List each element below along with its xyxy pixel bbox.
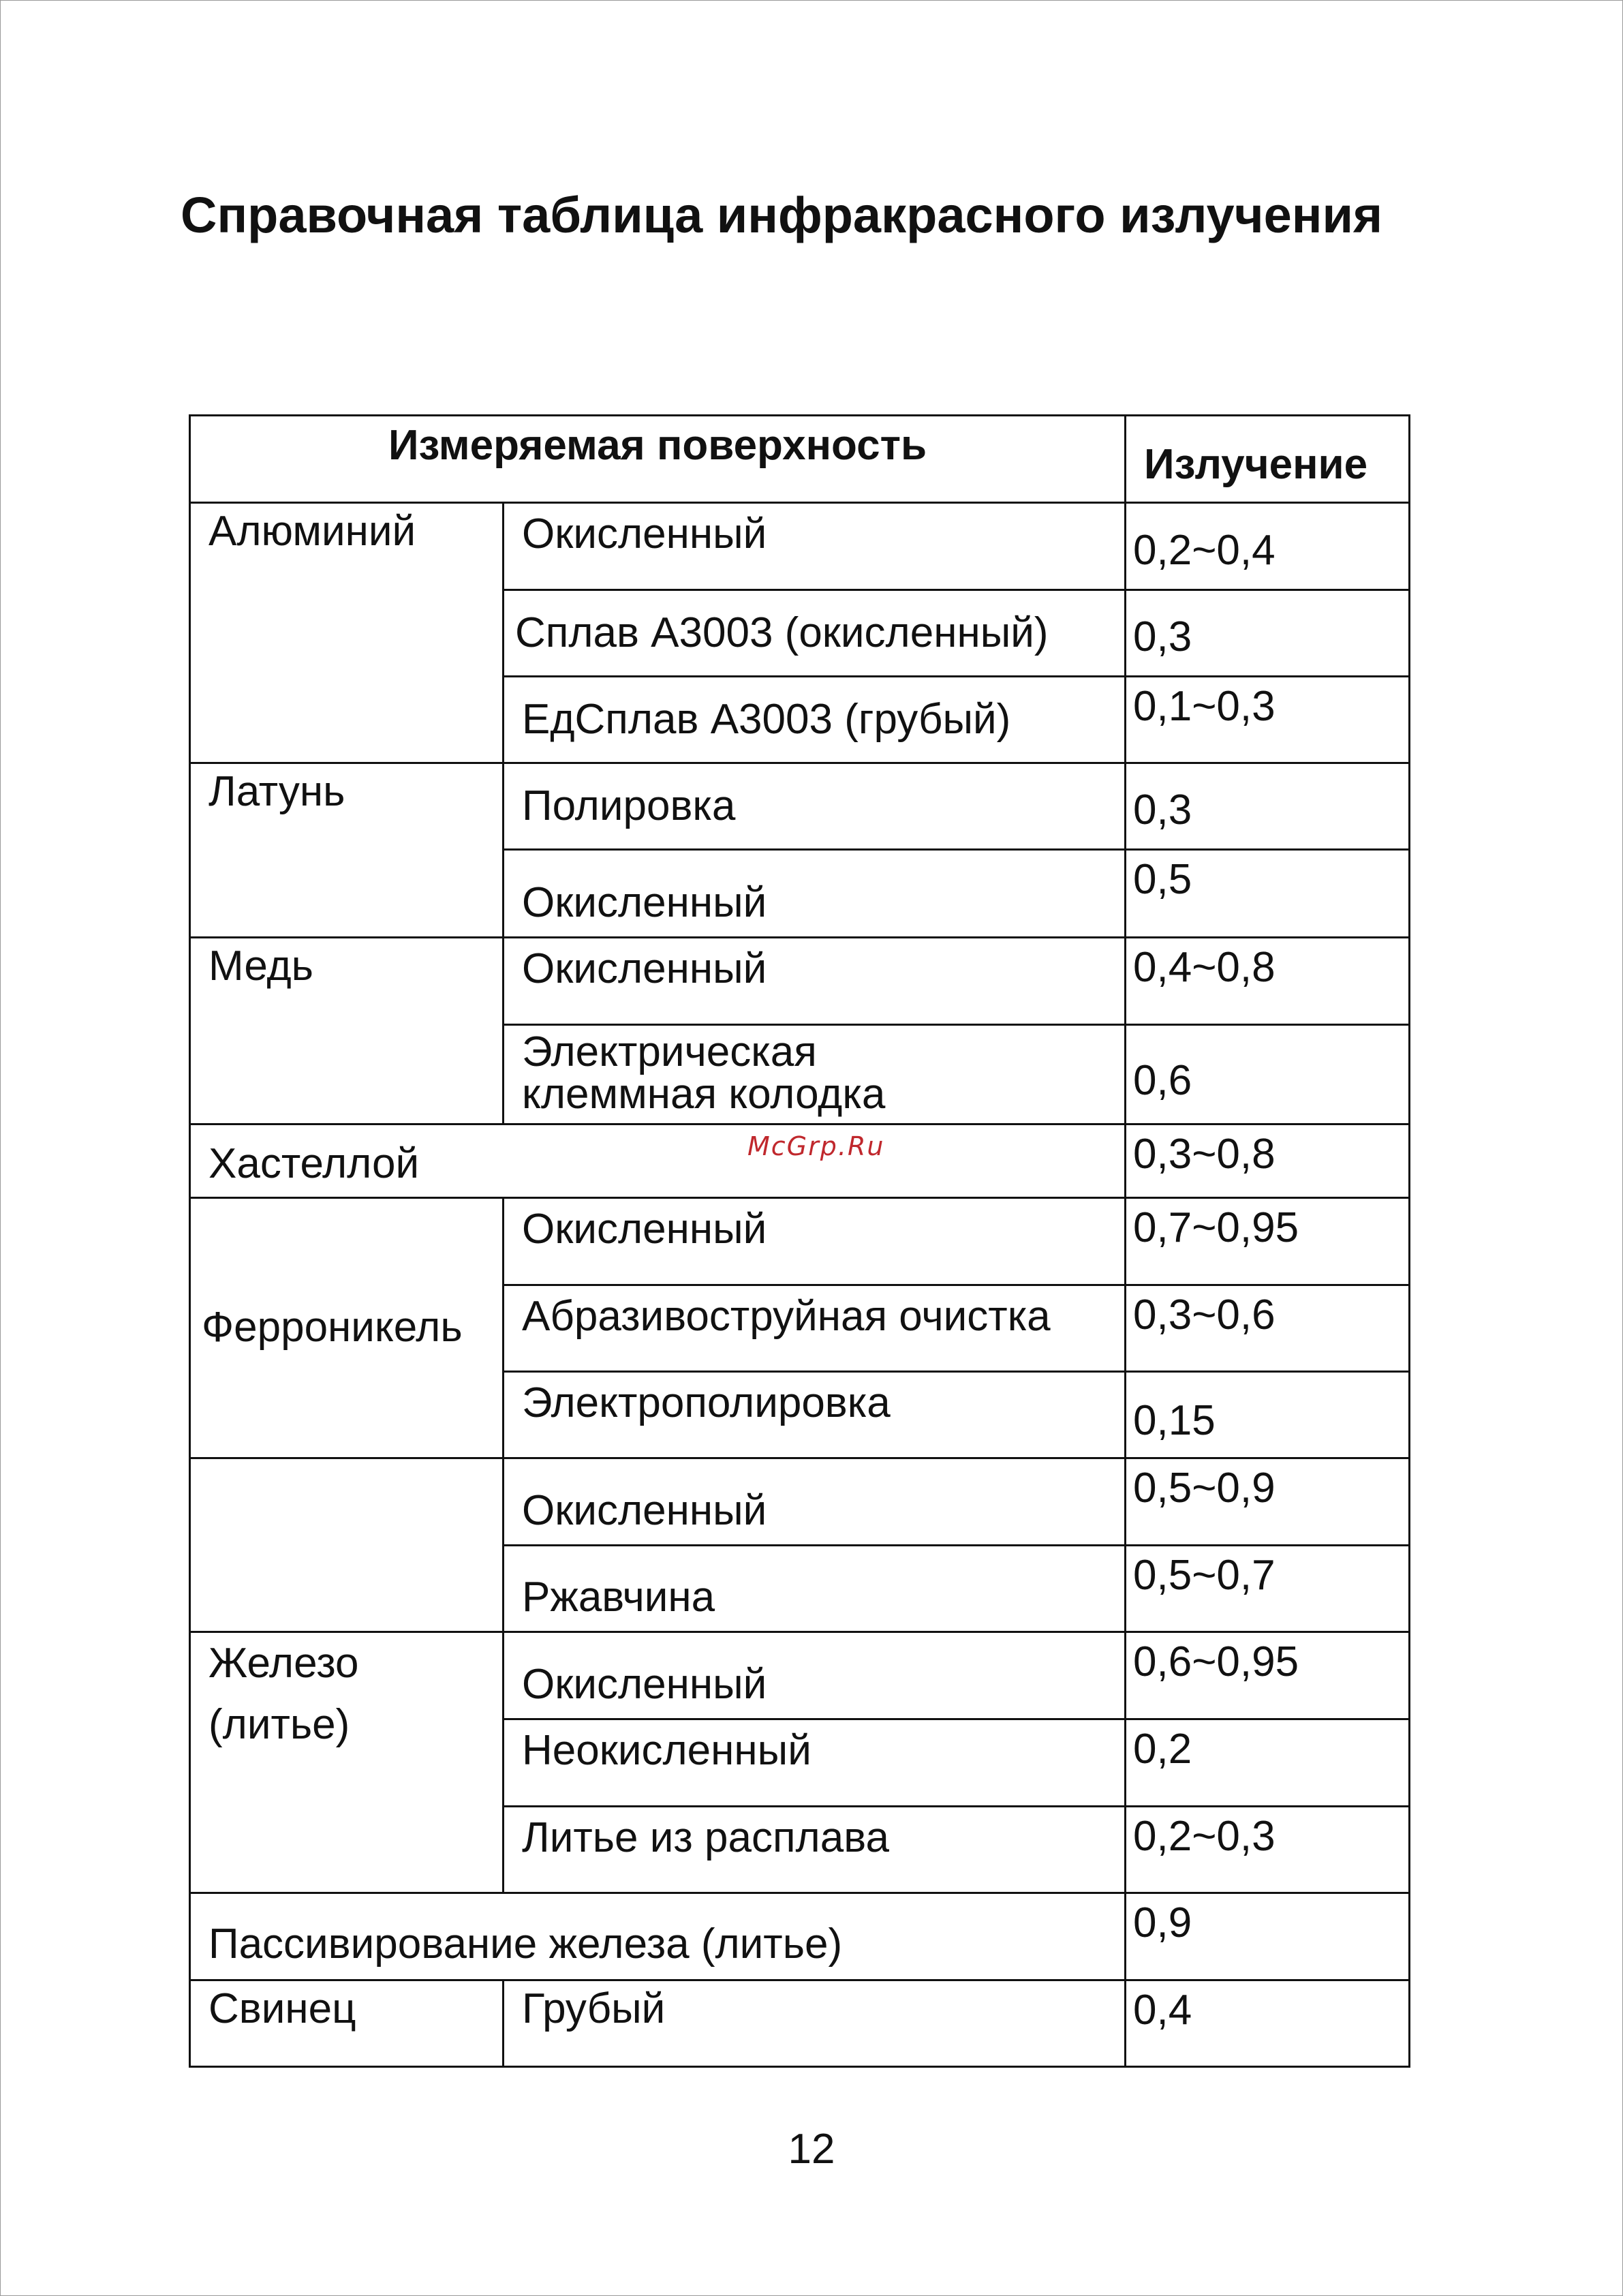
emission-cell: 0,5~0,7 (1126, 1546, 1410, 1632)
surface-cell: Окисленный (504, 937, 1126, 1024)
surface-cell: Литье из расплава (504, 1806, 1126, 1893)
material-lead: Свинец (190, 1980, 504, 2066)
surface-cell: Окисленный (504, 1632, 1126, 1719)
emission-cell: 0,5~0,9 (1126, 1458, 1410, 1546)
emission-cell: 0,1~0,3 (1126, 677, 1410, 763)
emission-cell: 0,4~0,8 (1126, 937, 1410, 1024)
table-row (190, 1980, 1410, 2066)
emission-cell: 0,3~0,8 (1126, 1124, 1410, 1197)
table-row (190, 1197, 1410, 1285)
table-row (190, 937, 1410, 1024)
surface-cell: Полировка (504, 763, 1126, 850)
watermark: McGrp.Ru (747, 1131, 885, 1161)
surface-cell: Окисленный (504, 1458, 1126, 1546)
table-row (190, 503, 1410, 590)
emission-cell: 0,2~0,4 (1126, 503, 1410, 590)
material-brass: Латунь (190, 763, 504, 937)
surface-cell: Грубый (504, 1980, 1126, 2066)
material-iron-line1: Железо (208, 1640, 359, 1687)
page-number: 12 (788, 2126, 835, 2173)
table-row (190, 1893, 1410, 1980)
surface-cell: Абразивоструйная очистка (504, 1285, 1126, 1371)
material-iron-cast (190, 1632, 504, 1893)
emission-cell: 0,3 (1126, 590, 1410, 677)
table-header-row (190, 416, 1410, 503)
material-iron-line2: (литье) (208, 1701, 350, 1749)
table-row (190, 763, 1410, 850)
emission-cell: 0,3~0,6 (1126, 1285, 1410, 1371)
emissivity-table (189, 414, 1410, 2068)
emission-cell: 0,5 (1126, 850, 1410, 937)
material-empty (190, 1458, 504, 1632)
surface-cell: Неокисленный (504, 1719, 1126, 1806)
surface-cell: Ржавчина (504, 1546, 1126, 1632)
surface-cell (504, 1024, 1126, 1124)
emission-cell: 0,3 (1126, 763, 1410, 850)
material-ferronickel: Ферроникель (190, 1197, 504, 1458)
emission-cell: 0,4 (1126, 1980, 1410, 2066)
emissivity-table-wrapper (189, 414, 1408, 2068)
header-emission: Излучение (1126, 416, 1410, 503)
surface-cell: ЕдСплав А3003 (грубый) (504, 677, 1126, 763)
material-passivation: Пассивирование железа (литье) (190, 1893, 1126, 1980)
page-title: Справочная таблица инфракрасного излучения (181, 187, 1383, 243)
emission-cell: 0,7~0,95 (1126, 1197, 1410, 1285)
surface-cell-text: Электрическая клеммная колодка (522, 1028, 886, 1118)
surface-cell: Окисленный (504, 1197, 1126, 1285)
emission-cell: 0,2~0,3 (1126, 1806, 1410, 1893)
surface-cell: Окисленный (504, 503, 1126, 590)
emission-cell: 0,9 (1126, 1893, 1410, 1980)
table-row (190, 1458, 1410, 1546)
material-copper: Медь (190, 937, 504, 1124)
surface-cell: Окисленный (504, 850, 1126, 937)
emission-cell: 0,6 (1126, 1024, 1410, 1124)
emission-cell: 0,6~0,95 (1126, 1632, 1410, 1719)
table-row (190, 1632, 1410, 1719)
header-surface: Измеряемая поверхность (190, 416, 1126, 503)
emission-cell: 0,15 (1126, 1372, 1410, 1458)
surface-cell: Электрополировка (504, 1372, 1126, 1458)
material-hastelloy: Хастеллой (190, 1124, 1126, 1197)
surface-cell: Сплав А3003 (окисленный) (504, 590, 1126, 677)
material-aluminum: Алюминий (190, 503, 504, 763)
emission-cell: 0,2 (1126, 1719, 1410, 1806)
